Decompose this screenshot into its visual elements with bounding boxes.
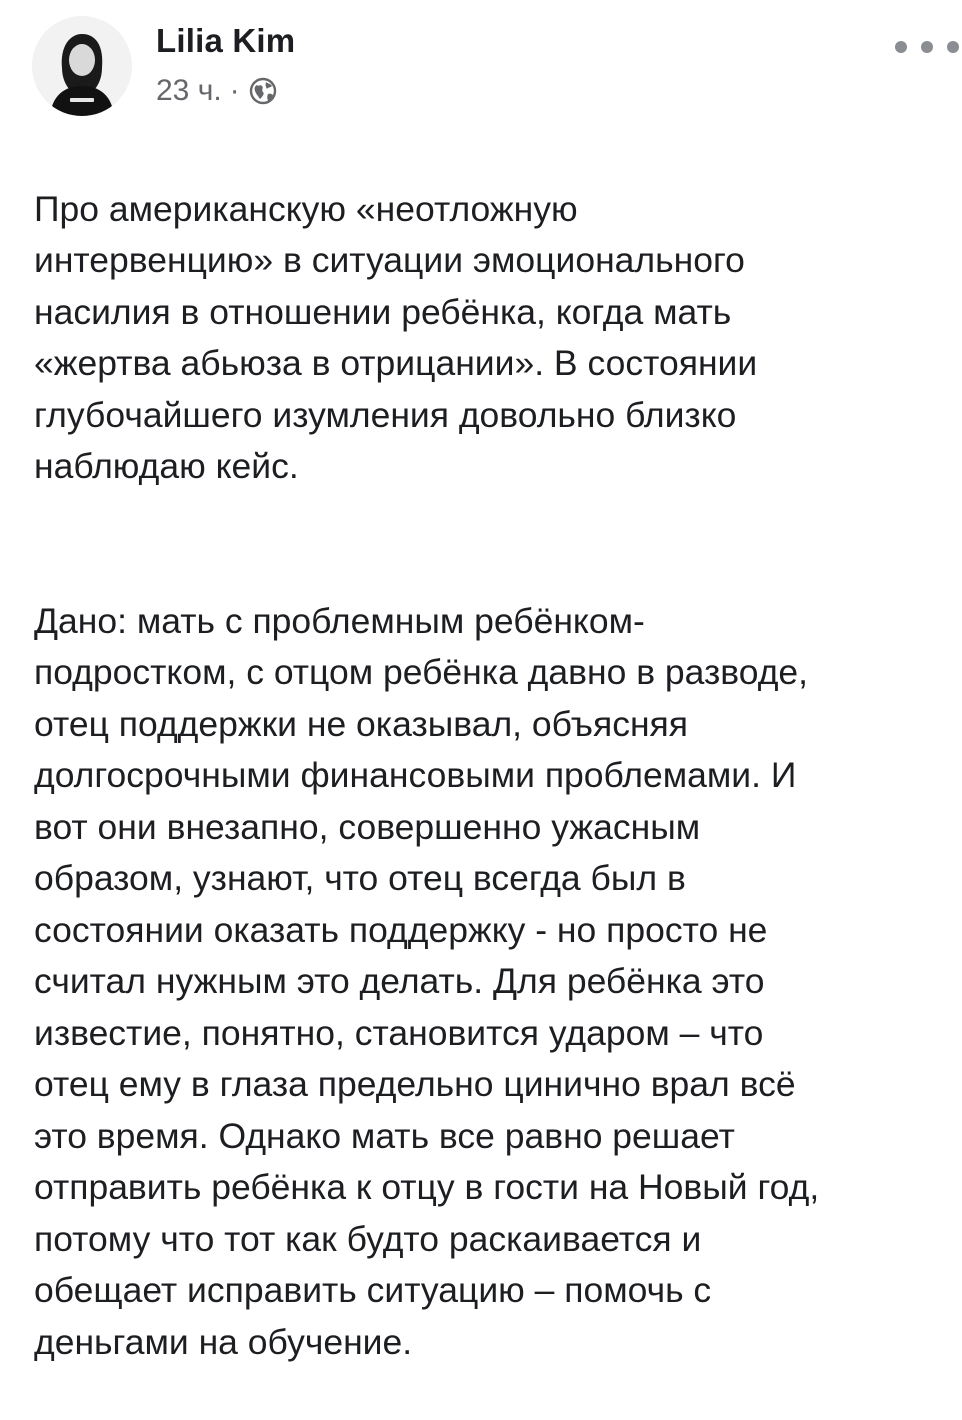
meta-separator: · [229,74,240,107]
globe-icon[interactable] [248,76,278,106]
more-options-icon[interactable] [890,34,962,60]
post-meta [156,74,278,108]
post-paragraph: Дано: мать с проблемным ребёнком- подростком, с отцом ребёнка давно в разводе, отец поддержки не оказывал, объясняя долгосрочными финансовыми проблемами. И вот они внезапно, совершенно ужасным образом, узнают, что отец всегда был в состоянии оказать поддержку - но просто не считал нужным это делать. Для ребёнка это известие, понятно, становится ударом – что отец ему в глаза предельно цинично врал всё это время. Однако мать все равно решает отправить ребёнка к отцу в гости на Новый год, потому что тот как будто раскаивается и обещает исправить ситуацию – помочь с деньгами на обучение. [34,600,820,1362]
avatar[interactable] [32,16,132,116]
avatar-photo-icon [32,16,132,116]
post-header [32,16,932,116]
author-name[interactable]: Lilia Kim [156,22,296,59]
post-body [34,132,934,1420]
post-time[interactable]: 23 ч. [156,74,222,107]
post-paragraph: Про американскую «неотложную интервенцию» в ситуации эмоционального насилия в отношении ребёнка, когда мать «жертва абьюза в отрицании». В состоянии глубочайшего изумления довольно близко наблюдаю кейс. [34,188,758,486]
